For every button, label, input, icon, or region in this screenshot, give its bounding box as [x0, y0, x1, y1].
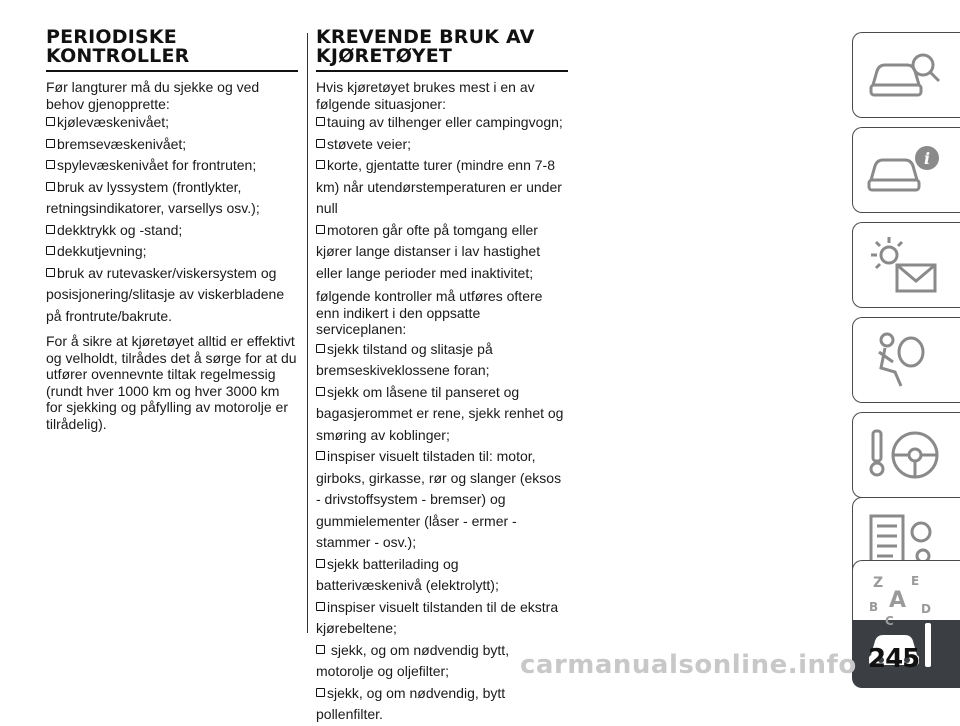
checkbox-bullet-icon — [316, 225, 325, 234]
list-item: sjekk, og om nødvendig bytt, motorolje og oljefilter; — [316, 641, 510, 679]
checkbox-bullet-icon — [46, 160, 55, 169]
svg-text:i: i — [923, 149, 931, 168]
list-item: sjekk, og om nødvendig, bytt pollenfilter. — [316, 684, 506, 722]
airbag-icon — [865, 328, 945, 392]
checkbox-bullet-icon — [316, 559, 325, 568]
list-item: bruk av lyssystem (frontlykter, retningsindikatorer, varsellys osv.); — [46, 178, 260, 216]
checkbox-bullet-icon — [316, 688, 325, 697]
checkbox-bullet-icon — [46, 246, 55, 255]
checkbox-bullet-icon — [316, 117, 325, 126]
checkbox-bullet-icon — [316, 602, 325, 611]
heading-underline — [316, 70, 568, 72]
steering-wheel-icon — [865, 423, 945, 487]
list-item: kjølevæskenivået; — [46, 112, 298, 134]
svg-text:D: D — [921, 602, 931, 616]
left-outro: For å sikre at kjøretøyet alltid er effektivt og velholdt, tilrådes det å sørge for at du utfører ovennevnte tiltak regelmessig (rundt hver 1000 km og hver 3000 km for sjekking og påfylling av motorolje er tilrådelig). — [46, 333, 297, 432]
tab-alphabetical-index[interactable] — [852, 560, 960, 628]
list-item: bremsevæskenivået; — [46, 134, 298, 156]
svg-text:B: B — [869, 600, 879, 614]
left-checklist — [46, 112, 298, 327]
checkbox-bullet-icon — [46, 225, 55, 234]
checkbox-bullet-icon — [316, 139, 325, 148]
list-item: motoren går ofte på tomgang eller kjører lange distanser i lav hastighet eller lange perioder med inaktivitet; — [316, 221, 541, 281]
list-item: dekktrykk og -stand; — [46, 220, 298, 242]
section-heading-periodic-checks: PERIODISKE KONTROLLER — [46, 26, 190, 67]
situations-list — [316, 112, 568, 284]
heading-underline — [46, 70, 298, 72]
list-item: sjekk tilstand og slitasje på bremseskiveklossene foran; — [316, 340, 493, 378]
column-divider — [307, 33, 308, 633]
checkbox-bullet-icon — [46, 268, 55, 277]
car-info-icon — [865, 138, 945, 202]
car-search-icon — [865, 43, 945, 107]
middle-text: følgende kontroller må utføres oftere enn indikert i den oppsatte serviceplanen: — [316, 288, 543, 337]
list-item: tauing av tilhenger eller campingvogn; — [316, 112, 568, 134]
middle-intro: Hvis kjøretøyet brukes mest i en av følgende situasjoner: — [316, 79, 535, 112]
page-number: 245 — [868, 644, 920, 674]
list-item: inspiser visuelt tilstanden til de ekstra kjørebeltene; — [316, 598, 559, 636]
alphabetical-index-icon — [865, 571, 945, 627]
list-item: spylevæskenivået for frontruten; — [46, 155, 298, 177]
checkbox-bullet-icon — [46, 117, 55, 126]
svg-text:Z: Z — [873, 575, 884, 591]
tab-car-info[interactable] — [852, 127, 960, 213]
checkbox-bullet-icon — [316, 451, 325, 460]
tab-warning-lights[interactable] — [852, 222, 960, 308]
checkbox-bullet-icon — [316, 645, 325, 654]
checkbox-bullet-icon — [316, 160, 325, 169]
list-item: bruk av rutevasker/viskersystem og posisjonering/slitasje av viskerbladene på frontrute/bakrute. — [46, 264, 285, 324]
left-column — [46, 28, 298, 433]
list-item: sjekk batterilading og batterivæskenivå (elektrolytt); — [316, 555, 499, 593]
list-item: inspiser visuelt tilstaden til: motor, girboks, girkasse, rør og slanger (eksos - drivstoffsystem - bremser) og gummielementer (låser - ermer - stammer - osv.); — [316, 448, 562, 550]
checkbox-bullet-icon — [316, 387, 325, 396]
list-item: støvete veier; — [316, 134, 568, 156]
tab-steering-wheel[interactable] — [852, 412, 960, 498]
tab-car-search[interactable] — [852, 32, 960, 118]
middle-column — [316, 28, 568, 726]
checkbox-bullet-icon — [46, 139, 55, 148]
list-item: dekkutjevning; — [46, 241, 298, 263]
warning-lights-icon — [865, 233, 945, 297]
tab-airbag[interactable] — [852, 317, 960, 403]
svg-text:E: E — [911, 574, 920, 588]
checkbox-bullet-icon — [316, 344, 325, 353]
section-heading-demanding-use: KREVENDE BRUK AV KJØRETØYET — [316, 26, 535, 67]
left-intro: Før langturer må du sjekke og ved behov gjenopprette: — [46, 79, 260, 112]
svg-text:A: A — [889, 588, 907, 613]
watermark: carmanualsonline.info — [520, 650, 857, 680]
svg-text:C: C — [885, 614, 894, 628]
list-item: korte, gjentatte turer (mindre enn 7-8 km) når utendørstemperaturen er under null — [316, 157, 562, 216]
checkbox-bullet-icon — [46, 182, 55, 191]
list-item: sjekk om låsene til panseret og bagasjerommet er rene, sjekk renhet og smøring av koblinger; — [316, 383, 564, 443]
